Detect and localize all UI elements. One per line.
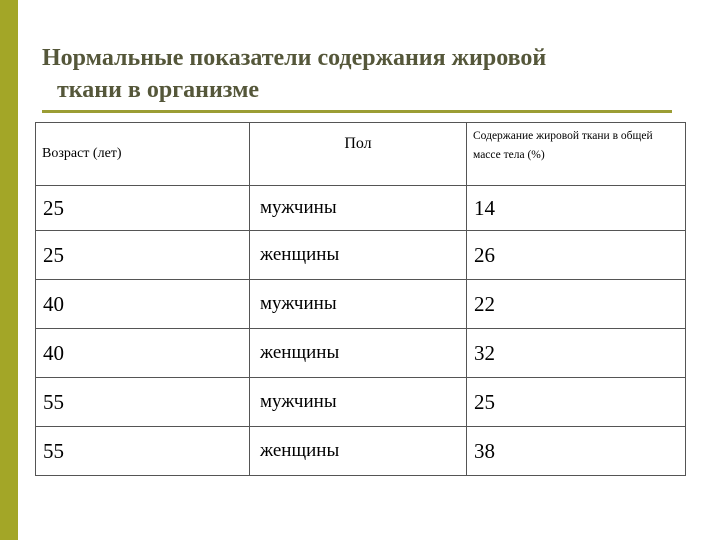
fat-percent-cell: 14 bbox=[467, 186, 686, 231]
table-row bbox=[36, 186, 686, 231]
sex-cell: мужчины bbox=[250, 186, 467, 231]
table-row bbox=[36, 378, 686, 427]
title-divider bbox=[42, 110, 672, 113]
decorative-side-bar bbox=[0, 0, 18, 540]
age-cell: 55 bbox=[36, 378, 250, 427]
table-row bbox=[36, 280, 686, 329]
table-row bbox=[36, 427, 686, 476]
slide-title-line-2: ткани в организме bbox=[57, 77, 260, 103]
slide-title bbox=[42, 42, 692, 106]
table-header-row bbox=[36, 123, 686, 186]
column-header-sex: Пол bbox=[250, 123, 467, 186]
table-row bbox=[36, 231, 686, 280]
column-header-fat-percent: Содержание жировой ткани в общей массе тела (%) bbox=[467, 123, 686, 186]
slide-title-line-1: Нормальные показатели содержания жировой bbox=[42, 45, 547, 71]
fat-percent-cell: 32 bbox=[467, 329, 686, 378]
column-header-age: Возраст (лет) bbox=[36, 123, 250, 186]
sex-cell: мужчины bbox=[250, 378, 467, 427]
sex-cell: женщины bbox=[250, 329, 467, 378]
sex-cell: женщины bbox=[250, 427, 467, 476]
sex-cell: женщины bbox=[250, 231, 467, 280]
table-row bbox=[36, 329, 686, 378]
fat-percent-cell: 22 bbox=[467, 280, 686, 329]
age-cell: 25 bbox=[36, 186, 250, 231]
fat-percent-cell: 38 bbox=[467, 427, 686, 476]
age-cell: 25 bbox=[36, 231, 250, 280]
age-cell: 40 bbox=[36, 280, 250, 329]
table-header bbox=[36, 123, 686, 186]
age-cell: 55 bbox=[36, 427, 250, 476]
table-body bbox=[36, 186, 686, 476]
fat-percent-cell: 25 bbox=[467, 378, 686, 427]
sex-cell: мужчины bbox=[250, 280, 467, 329]
body-fat-table bbox=[35, 122, 686, 476]
fat-percent-cell: 26 bbox=[467, 231, 686, 280]
age-cell: 40 bbox=[36, 329, 250, 378]
